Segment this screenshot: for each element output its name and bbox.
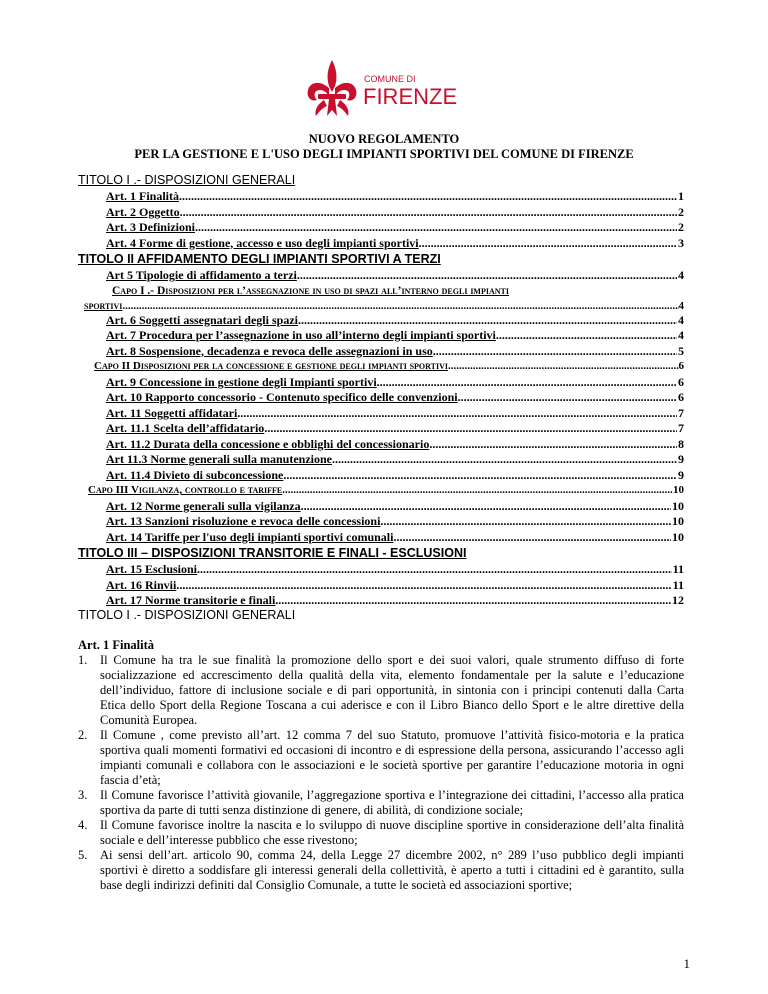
toc-titolo-2[interactable]: TITOLO II AFFIDAMENTO DEGLI IMPIANTI SPORTIVI A TERZI — [78, 252, 441, 266]
toc-entry[interactable]: Art. 8 Sospensione, decadenza e revoca delle assegnazioni in uso ..... 5 — [106, 344, 684, 360]
list-item: 4. Il Comune favorisce inoltre la nascita e lo sviluppo di nuove discipline sportive in considerazione dell’alta finalità sociale e dell’interesse pubblico che esse rivestono; — [78, 818, 684, 847]
toc-entry[interactable]: Art. 11.1 Scelta dell’affidatario ..... 7 — [106, 421, 684, 437]
toc-titolo-1[interactable]: TITOLO I .- DISPOSIZIONI GENERALI — [78, 173, 296, 187]
toc-entry[interactable]: Art. 12 Norme generali sulla vigilanza ..... 10 — [106, 499, 684, 515]
toc-entry[interactable]: Art. 16 Rinvii ..... 11 — [106, 578, 684, 594]
toc-entry[interactable]: Art. 6 Soggetti assegnatari degli spazi ..... 4 — [106, 313, 684, 329]
document-subtitle: PER LA GESTIONE E L'USO DEGLI IMPIANTI SPORTIVI DEL COMUNE DI FIRENZE — [134, 147, 634, 161]
logo-line2: FIRENZE — [363, 84, 458, 109]
toc-entry[interactable]: Art. 9 Concessione in gestione degli Impianti sportivi ..... 6 — [106, 375, 684, 391]
toc-entry[interactable]: Art. 11.2 Durata della concessione e obblighi del concessionario ..... 8 — [106, 437, 684, 453]
document-body — [78, 608, 684, 893]
page-number: 1 — [683, 956, 690, 971]
comune-logo — [302, 58, 462, 122]
article-list — [78, 653, 684, 893]
toc-entry[interactable]: Art. 1 Finalità ..... 1 — [106, 189, 684, 205]
list-item: 1. Il Comune ha tra le sue finalità la promozione dello sport e dei suoi valori, quale strumento diffuso di forte socializzazione ed accrescimento della qualità della vita, elemento fondamentale per la salute e l’educazione dell’individuo, fattore di inclusione sociale e di pari opportunità, in sintonia con i principi contenuti dalla Carta Etica dello Sport della Regione Toscana a cui aderisce e con il Libro Bianco dello Sport e le altre direttive della Comunità Europea. — [78, 653, 684, 727]
table-of-contents — [78, 172, 684, 609]
logo-line1: COMUNE DI — [364, 74, 416, 84]
article-heading: Art. 1 Finalità — [78, 638, 155, 652]
list-item: 3. Il Comune favorisce l’attività giovanile, l’aggregazione sportiva e l’integrazione dei cittadini, l’accesso alla pratica sportiva da parte di tutti senza distinzione di genere, di abilità, di condizione sociale; — [78, 788, 684, 817]
list-item: 2. Il Comune , come previsto all’art. 12 comma 7 del suo Statuto, promuove l’attività fisico-motoria e la pratica sportiva quali momenti formativi ed occasioni di incontro e di espressione della persona, assicurando l’accesso agli impianti comunali e collabora con le associazioni e le società sportive per garantire l’educazione motoria in ogni fascia d’età; — [78, 728, 684, 787]
toc-entry[interactable]: Art. 11 Soggetti affidatari ..... 7 — [106, 406, 684, 422]
toc-capo-1[interactable]: Capo I .- Disposizioni per l’assegnazione in uso di spazi all’interno degli impianti — [112, 284, 509, 297]
toc-capo-1-cont[interactable]: sportivi ..... 4 — [84, 299, 684, 313]
section-heading: TITOLO I .- DISPOSIZIONI GENERALI — [78, 608, 296, 622]
toc-entry[interactable]: Art. 3 Definizioni ..... 2 — [106, 220, 684, 236]
toc-titolo-3[interactable]: TITOLO III – DISPOSIZIONI TRANSITORIE E FINALI - ESCLUSIONI — [78, 546, 467, 560]
fleur-de-lis-icon — [302, 58, 462, 122]
toc-entry[interactable]: Art. 15 Esclusioni ..... 11 — [106, 562, 684, 578]
toc-entry[interactable]: Art 11.3 Norme generali sulla manutenzione ..... 9 — [106, 452, 684, 468]
toc-entry[interactable]: Art. 4 Forme di gestione, accesso e uso degli impianti sportivi ..... 3 — [106, 236, 684, 252]
toc-capo-2[interactable]: Capo II Disposizioni per la concessione e gestione degli impianti sportivi ..... 6 — [78, 359, 684, 375]
toc-entry[interactable]: Art. 7 Procedura per l’assegnazione in uso all’interno degli impianti sportivi ..... 4 — [106, 328, 684, 344]
toc-entry[interactable]: Art. 2 Oggetto ..... 2 — [106, 205, 684, 221]
list-item: 5. Ai sensi dell’art. articolo 90, comma 24, della Legge 27 dicembre 2002, n° 289 l’uso pubblico degli impianti sportivi è diretto a soddisfare gli interessi generali della collettività, è aperto a tutti i cittadini ed è garantito, sulla base degli indirizzi definiti dal Consiglio Comunale, a tutte le società ed associazioni sportive; — [78, 848, 684, 892]
toc-entry[interactable]: Art. 10 Rapporto concessorio - Contenuto specifico delle convenzioni ..... 6 — [106, 390, 684, 406]
toc-entry[interactable]: Art. 11.4 Divieto di subconcessione ..... 9 — [106, 468, 684, 484]
document-title: NUOVO REGOLAMENTO — [308, 132, 460, 146]
toc-entry[interactable]: Art 5 Tipologie di affidamento a terzi ..... 4 — [106, 268, 684, 284]
toc-entry[interactable]: Art. 14 Tariffe per l'uso degli impianti sportivi comunali ..... 10 — [106, 530, 684, 546]
toc-entry[interactable]: Art. 13 Sanzioni risoluzione e revoca delle concessioni ..... 10 — [106, 514, 684, 530]
toc-capo-3[interactable]: Capo III Vigilanza, controllo e tariffe ..... 10 — [78, 483, 684, 499]
toc-entry[interactable]: Art. 17 Norme transitorie e finali ..... 12 — [106, 593, 684, 609]
